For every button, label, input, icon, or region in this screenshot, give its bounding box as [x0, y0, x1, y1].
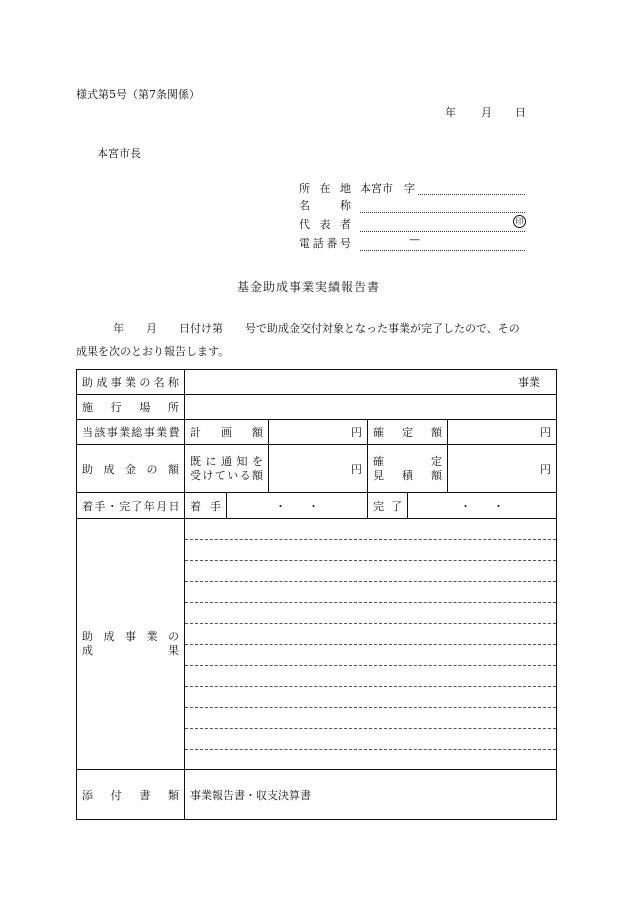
- notified-amount-cell[interactable]: [269, 445, 368, 493]
- results-label-line-2: 成果: [82, 644, 179, 657]
- form-number: 様式第5号（第7条関係）: [76, 88, 200, 101]
- address-line: [418, 194, 525, 195]
- results-label: [77, 519, 185, 770]
- row-results: [77, 519, 557, 770]
- phone-separator: —: [409, 233, 420, 246]
- attachments-label: 添付書類: [77, 770, 185, 820]
- notified-line-1: 既に通知を: [190, 454, 263, 468]
- date-day: 日: [515, 106, 526, 119]
- row-attachments: [77, 770, 557, 820]
- notified-amount-label: [185, 445, 269, 493]
- location-label: 施行場所: [77, 395, 185, 420]
- ruled-line: [185, 644, 556, 645]
- phone-line: [360, 250, 525, 251]
- end-date-cell[interactable]: [408, 493, 557, 519]
- ruled-line: [185, 665, 556, 666]
- ruled-line: [185, 539, 556, 540]
- date-year: 年: [445, 106, 456, 119]
- row-dates: [77, 493, 557, 519]
- results-cell[interactable]: [185, 519, 557, 770]
- seal-mark: 印: [513, 215, 526, 228]
- project-name-suffix: 事業: [518, 376, 541, 389]
- project-name-label: 助成事業の名称: [77, 370, 185, 395]
- representative-label: 代表者: [299, 218, 351, 231]
- ruled-line: [185, 602, 556, 603]
- row-location: [77, 395, 557, 420]
- ruled-line: [185, 728, 556, 729]
- fixed-amount-label: 確定額: [368, 420, 448, 445]
- ruled-line: [185, 560, 556, 561]
- dates-label: 着手・完了年月日: [77, 493, 185, 519]
- plan-yen: 円: [351, 426, 362, 439]
- attachments-value: 事業報告書・収支決算書: [190, 788, 311, 802]
- plan-amount-label: 計画額: [185, 420, 269, 445]
- project-name-cell[interactable]: [185, 370, 557, 395]
- representative-line: [360, 231, 525, 232]
- body-line-1: 年 月 日付け第 号で助成金交付対象となった事業が完了したので、その: [113, 322, 520, 335]
- document-title: 基金助成事業実績報告書: [237, 280, 381, 294]
- address-value: 本宮市 字: [360, 182, 415, 195]
- notified-yen: 円: [351, 462, 362, 476]
- addressee: 本宮市長: [97, 147, 141, 160]
- location-cell[interactable]: [185, 395, 557, 420]
- end-date-dots: ・ ・: [460, 499, 505, 513]
- end-label: 完了: [368, 493, 408, 519]
- estimate-amount-label: [368, 445, 448, 493]
- estimate-yen: 円: [540, 462, 552, 476]
- body-line-2: 成果を次のとおり報告します。: [76, 345, 230, 358]
- ruled-line: [185, 581, 556, 582]
- attachments-cell[interactable]: [185, 770, 557, 820]
- start-label: 着手: [185, 493, 227, 519]
- ruled-line: [185, 623, 556, 624]
- estimate-amount-cell[interactable]: [448, 445, 557, 493]
- row-project-name: [77, 370, 557, 395]
- date-month: 月: [481, 106, 492, 119]
- ruled-line: [185, 686, 556, 687]
- start-date-cell[interactable]: [227, 493, 368, 519]
- report-table: [76, 369, 557, 820]
- total-cost-label: 当該事業総事業費: [77, 420, 185, 445]
- row-total-cost: [77, 420, 557, 445]
- ruled-line: [185, 749, 556, 750]
- results-label-line-1: 助成事業の: [82, 630, 179, 643]
- ruled-line: [185, 707, 556, 708]
- name-line: [360, 212, 525, 213]
- estimate-line-1: 確定: [373, 454, 442, 468]
- start-date-dots: ・ ・: [275, 499, 319, 513]
- fixed-amount-cell[interactable]: [448, 420, 557, 445]
- estimate-line-2: 見積額: [373, 468, 442, 482]
- results-ruled-lines: [190, 519, 551, 769]
- address-label: 所在地: [299, 182, 351, 195]
- fixed-yen: 円: [540, 426, 552, 439]
- phone-label: 電話番号: [299, 237, 351, 250]
- name-label: 名称: [299, 199, 351, 212]
- plan-amount-cell[interactable]: [269, 420, 368, 445]
- notified-line-2: 受けている額: [190, 468, 263, 482]
- grant-amount-label: 助成金の額: [77, 445, 185, 493]
- row-grant-amount: [77, 445, 557, 493]
